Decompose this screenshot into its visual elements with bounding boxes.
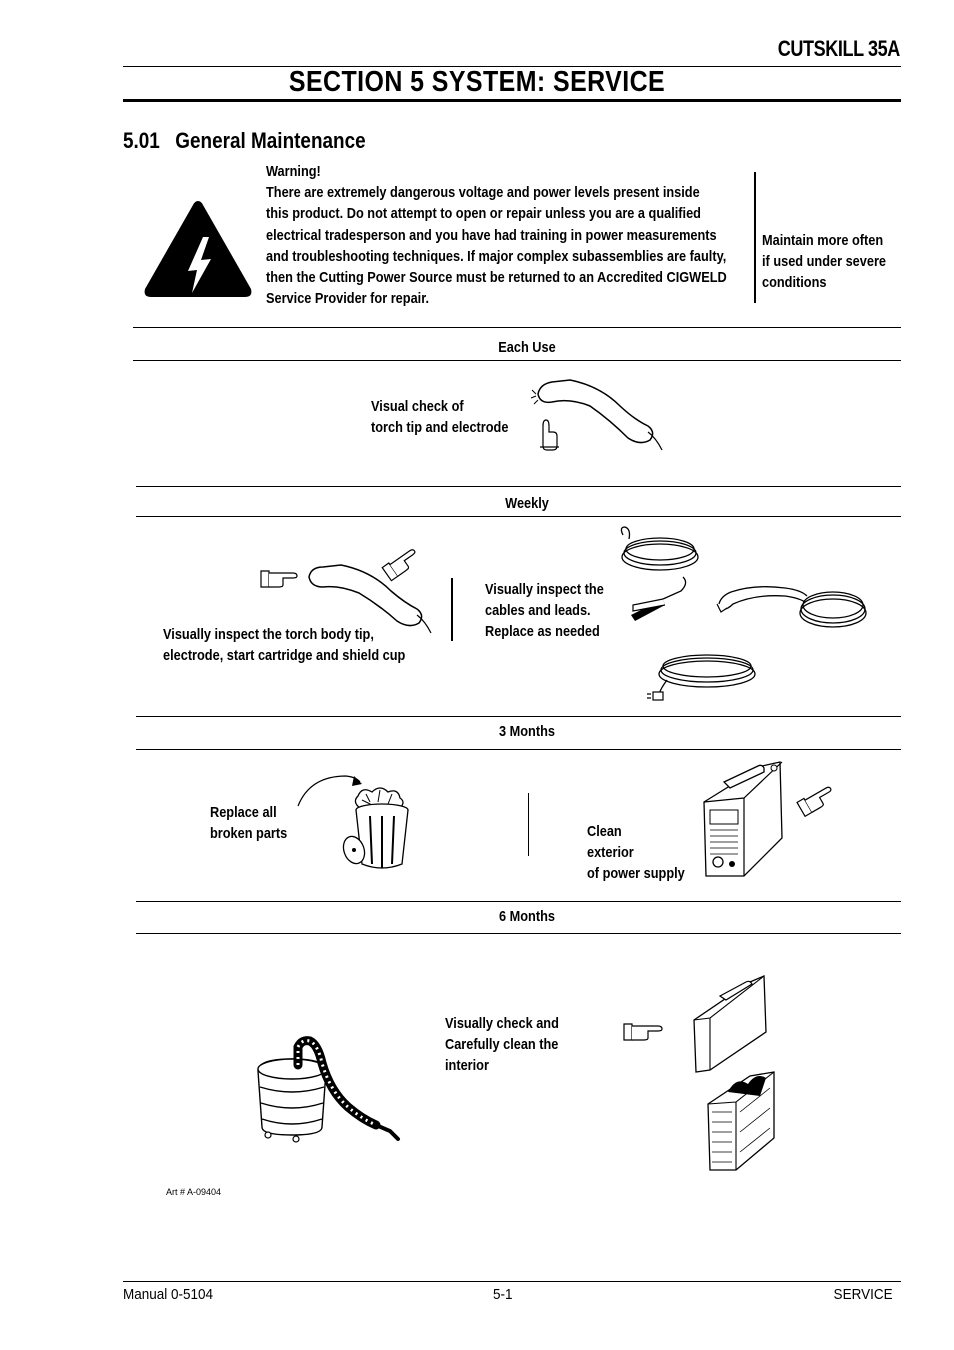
warning-line: and troubleshooting techniques. If major complex subassemblies are faulty, [266,247,727,265]
side-note-line: conditions [762,274,827,291]
caption-line: of power supply [587,865,685,882]
side-note-line: Maintain more often [762,232,884,249]
side-note [762,230,886,293]
warning-line: this product. Do not attempt to open or repair unless you are a qualified [266,205,701,223]
caption-line: Visually inspect the torch body tip, [163,626,374,643]
product-name: CUTSKILL 35A [777,36,900,61]
warning-line: then the Cutting Power Source must be returned to an Accredited CIGWELD [266,269,727,287]
footer-manual: Manual 0-5104 [123,1286,214,1303]
caption-line: Clean [587,823,622,840]
torch-icon [305,555,435,635]
subsection-title: General Maintenance [175,128,366,153]
power-supply-icon [700,758,788,880]
pointing-hand-icon [537,416,559,452]
replace-parts-caption [210,802,287,844]
pointing-hand-icon [259,565,299,591]
band-rule [136,901,901,902]
caption-line: Visual check of [371,398,464,415]
footer-section: SERVICE [833,1286,893,1303]
band-3-months: 3 Months [499,723,555,740]
band-weekly: Weekly [505,495,549,512]
warning-block [266,161,742,309]
section-title: SECTION 5 SYSTEM: SERVICE [288,66,666,98]
footer-rule [123,1281,901,1282]
weekly-divider [451,578,453,641]
earth-clamp-icon [623,575,693,625]
warning-heading: Warning! [266,163,321,180]
side-note-line: if used under severe [762,253,887,270]
caption-line: Replace all [210,804,277,821]
caption-line: Carefully clean the [445,1036,559,1053]
warning-line: electrical tradesperson and you have had training in power measurements [266,226,717,244]
caption-line: Replace as needed [485,623,600,640]
band-rule [133,327,901,328]
caption-line: interior [445,1057,489,1074]
footer-page-number: 5-1 [493,1286,513,1303]
band-rule [133,360,901,361]
power-supply-open-icon [690,972,780,1174]
weekly-torch-caption [163,624,405,666]
caption-line: torch tip and electrode [371,419,509,436]
caption-line: Visually check and [445,1015,559,1032]
trash-bin-icon [340,784,415,874]
art-number: Art # A-09404 [166,1187,222,1197]
subsection-number: 5.01 [123,128,160,153]
caption-line: Visually inspect the [485,581,604,598]
caption-line: cables and leads. [485,602,591,619]
band-rule [136,933,901,934]
weekly-cables-caption [485,579,604,642]
band-rule [136,749,901,750]
band-rule [136,486,901,487]
clean-interior-caption [445,1013,559,1076]
clean-exterior-caption [587,821,685,884]
pointing-hand-icon [622,1018,664,1044]
band-6-months: 6 Months [499,908,555,925]
warning-divider [754,172,756,303]
title-rule [123,99,901,102]
vacuum-cleaner-icon [252,1035,402,1147]
warning-line: Service Provider for repair. [266,290,430,308]
caption-line: broken parts [210,825,288,842]
band-each-use: Each Use [498,339,556,356]
each-use-caption [371,396,508,438]
warning-line: There are extremely dangerous voltage and power levels present inside [266,184,700,202]
cable-coil-icon [795,585,870,635]
band-rule [136,516,901,517]
power-cord-icon [645,648,760,706]
pointing-hand-icon [796,782,838,816]
caption-line: electrode, start cartridge and shield cup [163,647,406,664]
three-months-divider [528,793,529,856]
subsection-heading [123,128,366,154]
band-rule [136,716,901,717]
caption-line: exterior [587,844,634,861]
high-voltage-warning-icon [141,197,255,301]
